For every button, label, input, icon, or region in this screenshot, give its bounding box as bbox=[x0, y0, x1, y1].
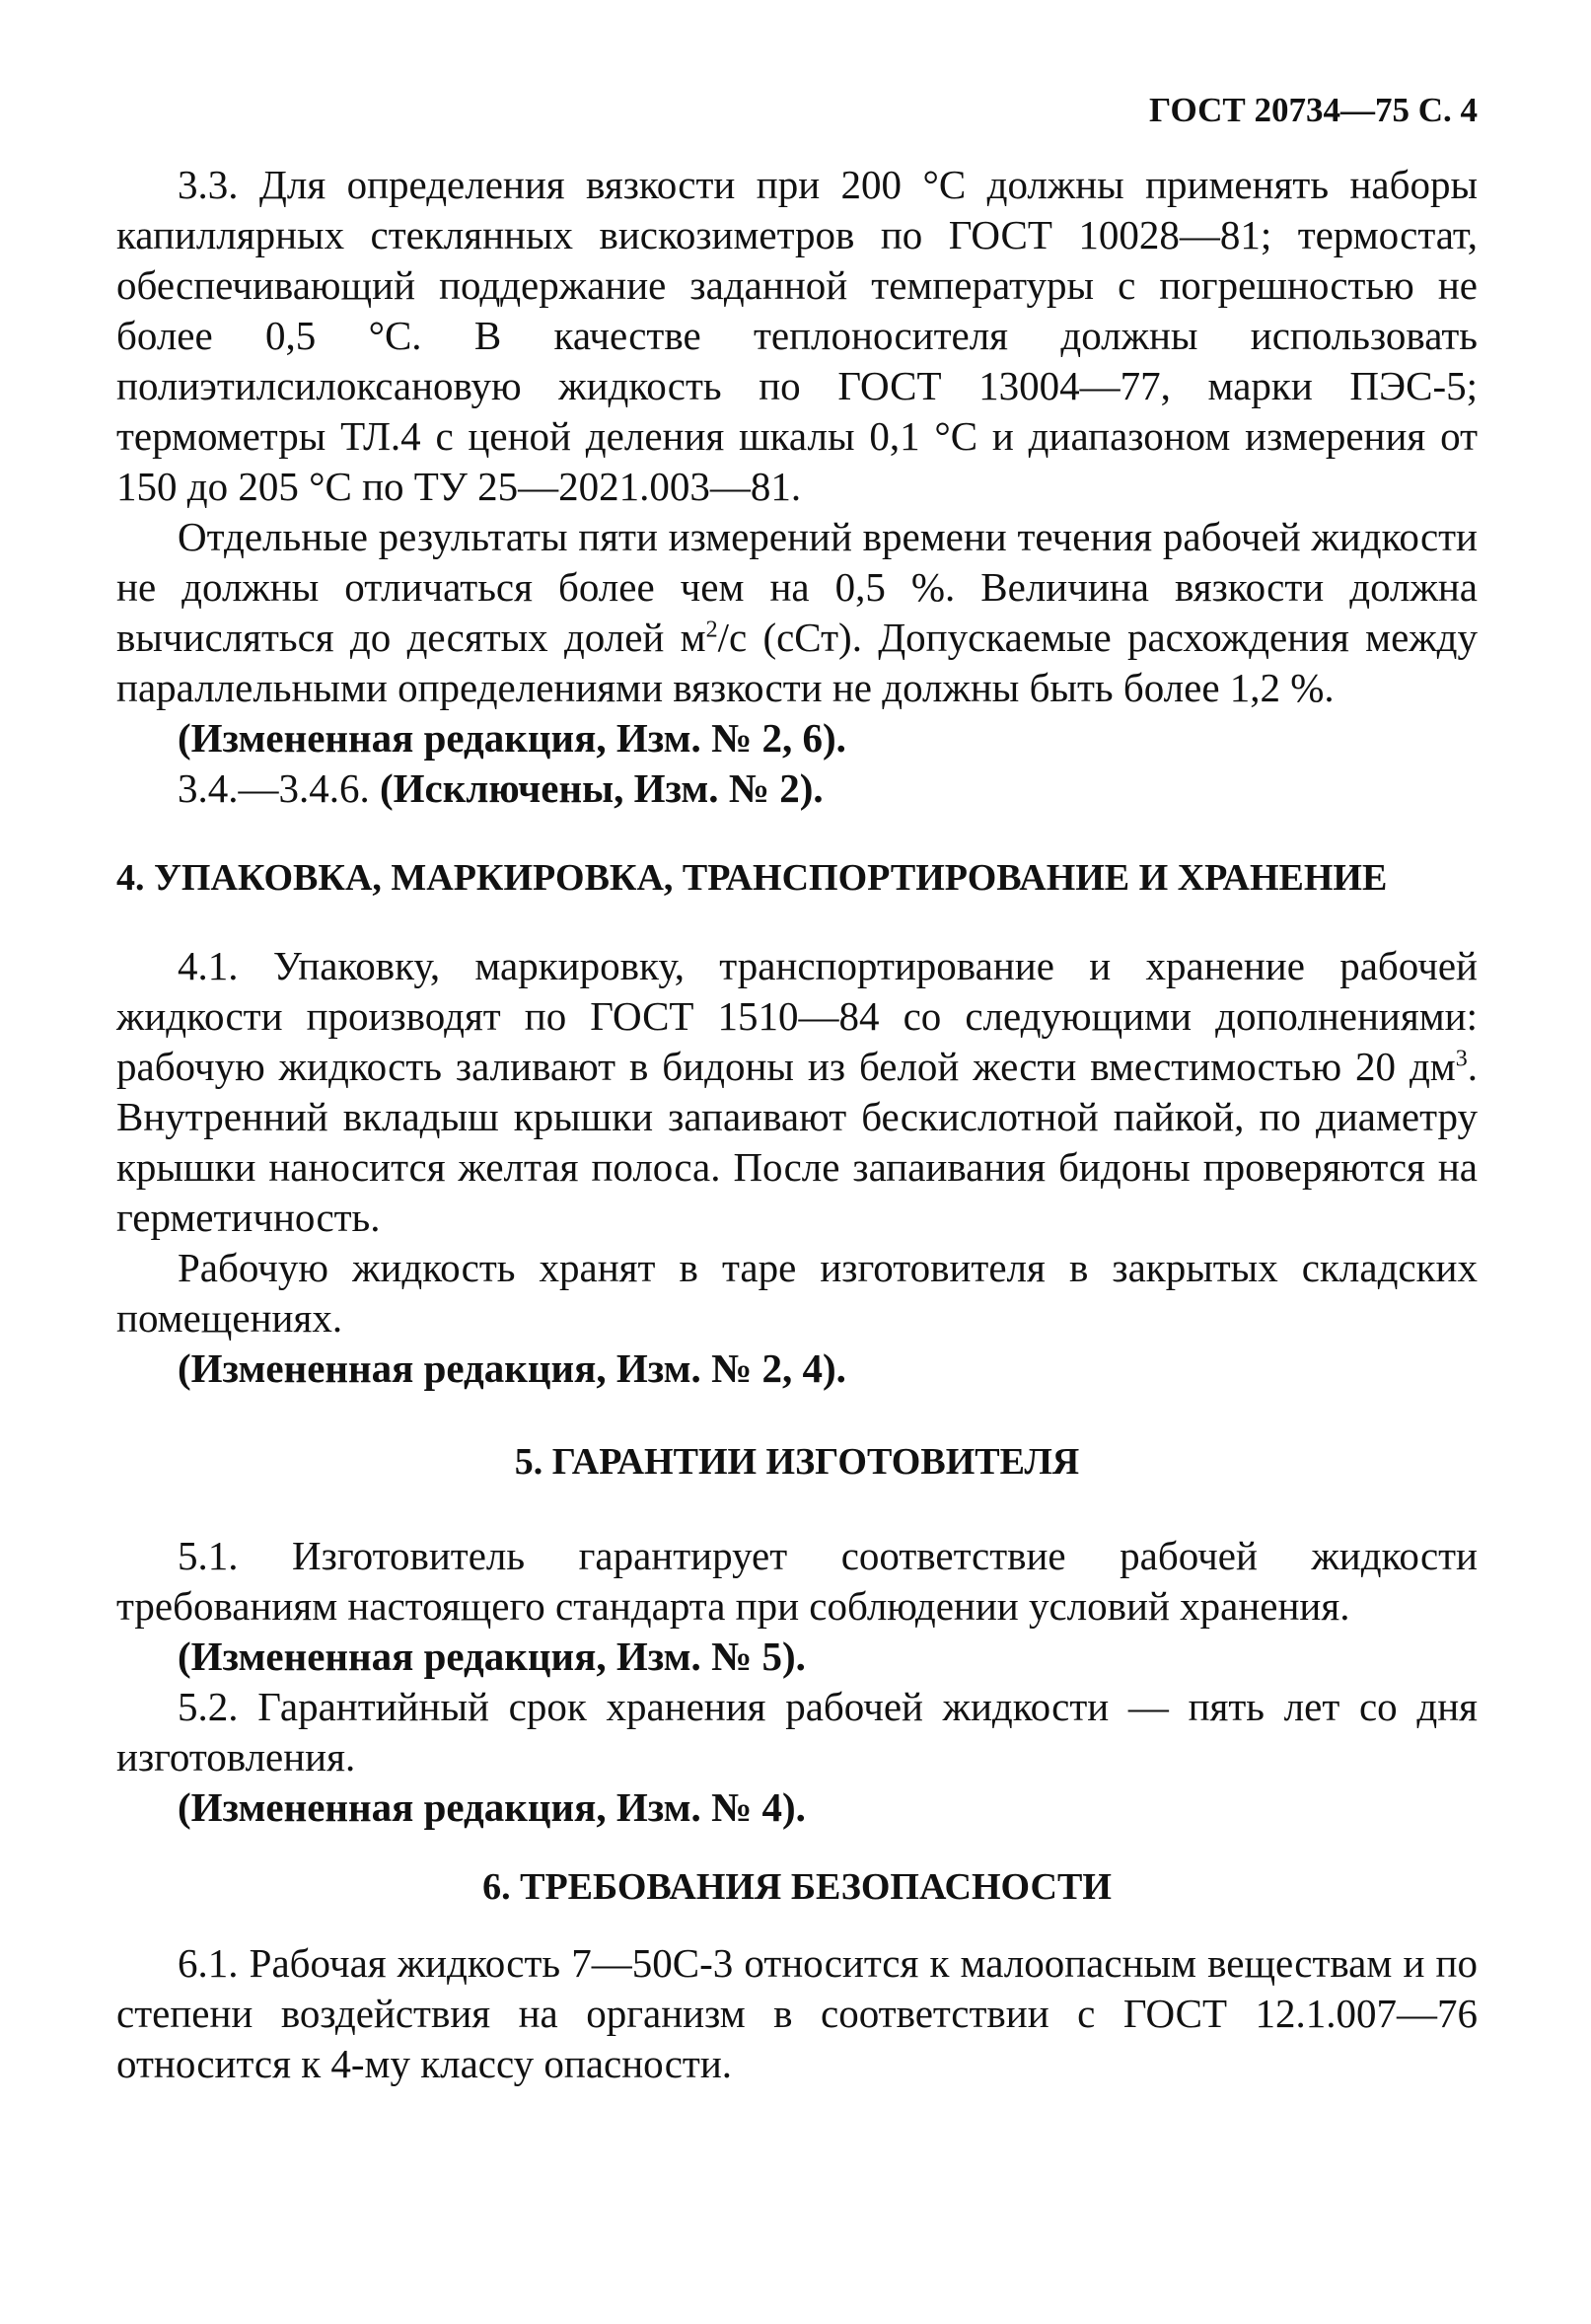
section-heading-6: 6. ТРЕБОВАНИЯ БЕЗОПАСНОСТИ bbox=[482, 1866, 1112, 1908]
excluded-clauses-note: (Исключены, Изм. № 2). bbox=[380, 765, 824, 811]
amendment-note-5-2: (Измененная редакция, Изм. № 4). bbox=[178, 1784, 806, 1830]
amendment-note-4: (Измененная редакция, Изм. № 2, 4). bbox=[178, 1345, 846, 1391]
paragraph-4-1-text-a: 4.1. Упаковку, маркировку, транспортирование и хранение рабочей жидкости производят по ГОСТ 1510—84 со следующими дополнениями: рабочую жидкость заливают в бидоны из белой жести вместимостью 20 дм bbox=[116, 943, 1478, 1089]
amendment-note-3: (Измененная редакция, Изм. № 2, 6). bbox=[178, 715, 846, 761]
paragraph-3-3: 3.3. Для определения вязкости при 200 °С должны применять наборы капиллярных стеклянных вискозиметров по ГОСТ 10028—81; термостат, обеспечивающий поддержание заданной температуры с погрешностью не более 0,5 °С. В качестве теплоносителя должны использовать полиэтилсилоксановую жидкость по ГОСТ 13004—77, марки ПЭС-5; термометры ТЛ.4 с ценой деления шкалы 0,1 °С и диапазоном измерения от 150 до 205 °С по ТУ 25—2021.003—81. bbox=[116, 162, 1478, 509]
excluded-clauses-number: 3.4.—3.4.6. bbox=[178, 765, 370, 811]
running-head: ГОСТ 20734—75 С. 4 bbox=[1149, 91, 1478, 129]
superscript-2: 2 bbox=[705, 617, 718, 643]
paragraph-4-1-storage: Рабочую жидкость хранят в таре изготовителя в закрытых складских помещениях. bbox=[116, 1245, 1478, 1341]
paragraph-3-3-results-text-a: Отдельные результаты пяти измерений времени течения рабочей жидкости не должны отличаться более чем на 0,5 %. Величина вязкости должна вычисляться до десятых долей м bbox=[116, 514, 1478, 660]
paragraph-4-1 bbox=[116, 941, 1478, 1243]
excluded-clauses bbox=[116, 763, 1478, 814]
paragraph-6-1: 6.1. Рабочая жидкость 7—50С-3 относится к малоопасным веществам и по степени воздействия на организм в соответствии с ГОСТ 12.1.007—76 относится к 4-му классу опасности. bbox=[116, 1940, 1478, 2086]
paragraph-5-1: 5.1. Изготовитель гарантирует соответствие рабочей жидкости требованиям настоящего стандарта при соблюдении условий хранения. bbox=[116, 1533, 1478, 1629]
section-heading-5: 5. ГАРАНТИИ ИЗГОТОВИТЕЛЯ bbox=[514, 1441, 1080, 1483]
paragraph-3-3-results-text-b: /с (сСт). Допускаемые расхождения между параллельными определениями вязкости не должны быть более 1,2 %. bbox=[116, 615, 1478, 710]
document-page bbox=[116, 87, 1478, 2089]
section-heading-4: 4. УПАКОВКА, МАРКИРОВКА, ТРАНСПОРТИРОВАНИЕ И ХРАНЕНИЕ bbox=[116, 857, 1388, 899]
superscript-3: 3 bbox=[1455, 1046, 1468, 1072]
paragraph-3-3-results bbox=[116, 512, 1478, 713]
paragraph-5-2: 5.2. Гарантийный срок хранения рабочей жидкости — пять лет со дня изготовления. bbox=[116, 1684, 1478, 1779]
amendment-note-5-1: (Измененная редакция, Изм. № 5). bbox=[178, 1634, 806, 1679]
paragraph-4-1-text-b: . Внутренний вкладыш крышки запаивают бескислотной пайкой, по диаметру крышки наносится желтая полоса. После запаивания бидоны проверяются на герметичность. bbox=[116, 1044, 1478, 1240]
